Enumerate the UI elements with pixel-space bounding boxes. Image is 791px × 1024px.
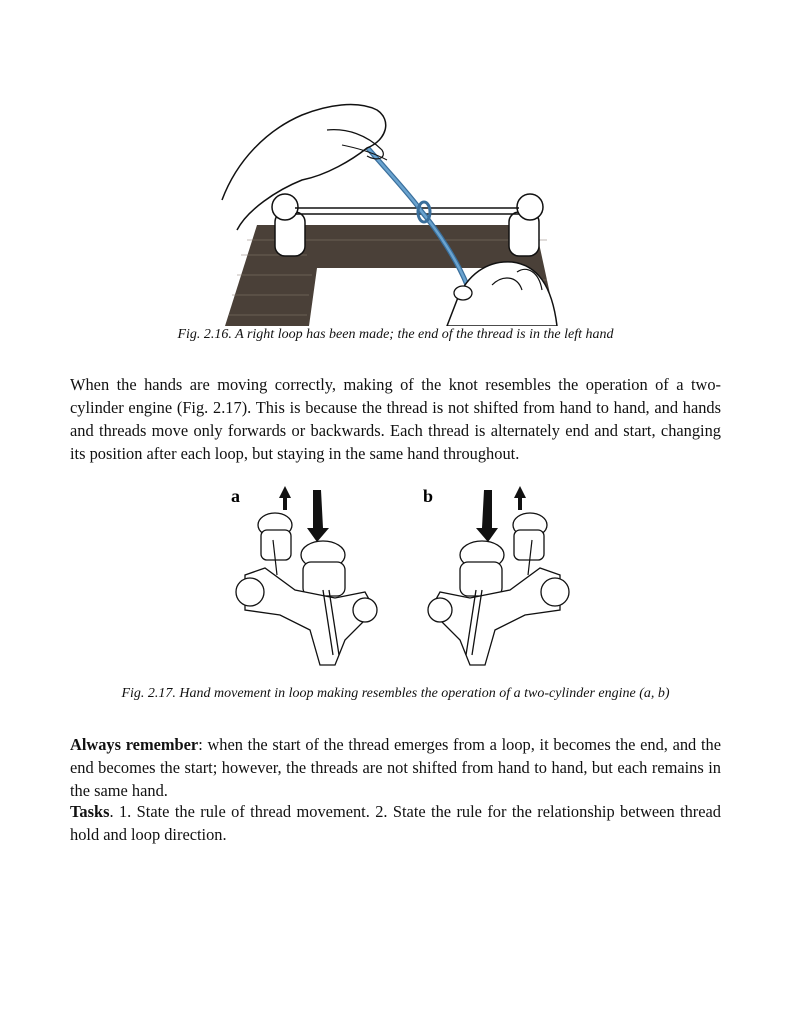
arrow-down-b: [476, 490, 498, 542]
two-cylinder-engine-illustration: [225, 480, 580, 668]
always-remember-paragraph: [70, 733, 721, 802]
knot-tying-illustration: [217, 100, 563, 326]
figure-caption-2-17: Fig. 2.17. Hand movement in loop making resembles the operation of a two-cylinder engine (a, b): [121, 686, 670, 701]
label-b: b: [423, 486, 434, 506]
always-remember-text: : when the start of the thread emerges from a loop, it becomes the end, and the end becomes the start; however, the threads are not shifted from hand to hand, but each remains in the same hand.: [70, 735, 721, 800]
always-remember-heading: Always remember: [70, 735, 199, 754]
figure-caption-2-16: Fig. 2.16. A right loop has been made; the end of the thread is in the left hand: [177, 327, 614, 342]
arrow-down-a: [307, 490, 329, 542]
tasks-text: . 1. State the rule of thread movement. 2. State the rule for the relationship between thread hold and loop direction.: [70, 802, 721, 844]
body-paragraph-1: When the hands are moving correctly, making of the knot resembles the operation of a two-cylinder engine (Fig. 2.17). This is because the thread is not shifted from hand to hand, and hands and threads move only forwards or backwards. Each thread is alternately end and start, changing its position after each loop, but staying in the same hand throughout.: [70, 375, 721, 463]
label-a: a: [231, 486, 240, 506]
engine-a-group: [231, 486, 377, 665]
engine-b-group: [428, 486, 569, 665]
tasks-paragraph: [70, 800, 721, 846]
arrow-up-b: [514, 486, 526, 510]
arrow-up-a: [279, 486, 291, 510]
tasks-heading: Tasks: [70, 802, 110, 821]
